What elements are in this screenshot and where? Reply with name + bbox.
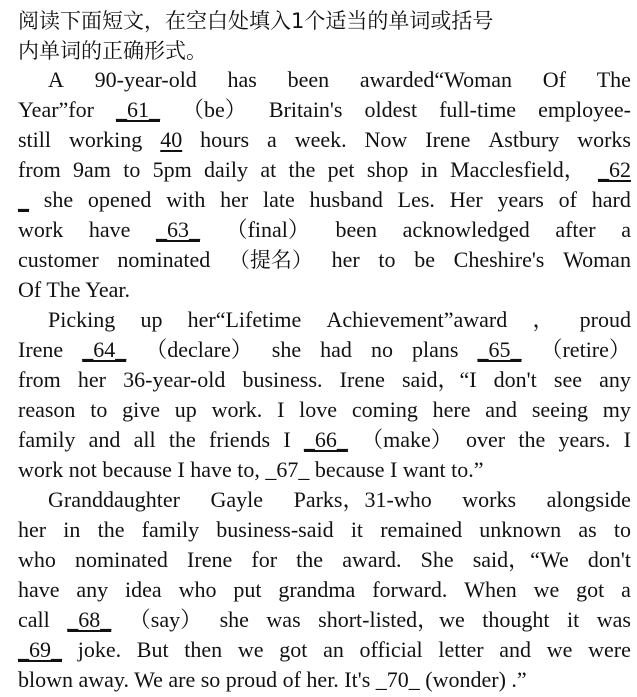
word: forward. [372, 577, 448, 602]
word: over [466, 427, 506, 452]
word: the [97, 517, 125, 542]
word: （提名） [228, 248, 313, 272]
passage-line-19 [18, 605, 631, 635]
word: her [220, 187, 249, 212]
word: coming [351, 397, 418, 422]
word: don't [493, 367, 537, 392]
answer-blank: _68_ [67, 607, 112, 632]
word: employee- [538, 97, 631, 122]
word: her [77, 367, 106, 392]
word: to [90, 397, 108, 422]
passage-line-15 [18, 485, 631, 515]
word: late [262, 187, 295, 212]
word: works [577, 127, 631, 152]
passage-line-14: work not because I have to, _67_ because I want to.” [18, 457, 484, 482]
passage-line-10 [18, 335, 631, 365]
word: years. [558, 427, 611, 452]
answer-blank: _ [18, 187, 29, 212]
word: family [18, 427, 76, 452]
word: Gayle [210, 487, 264, 512]
word: were [588, 637, 631, 662]
word: my [602, 397, 631, 422]
word: a [266, 127, 277, 152]
passage-line-12 [18, 395, 631, 425]
word: Cheshire's [453, 247, 545, 272]
answer-blank: _62 [597, 157, 631, 182]
word: nominated [117, 247, 211, 272]
word: friends [209, 427, 271, 452]
word: （be） [182, 97, 247, 122]
word: said，“I [402, 367, 477, 392]
passage-line-13 [18, 425, 631, 455]
word: award. [342, 547, 402, 572]
word: Year”for [18, 97, 94, 122]
word: （make） [361, 427, 453, 452]
word: full-time [439, 97, 517, 122]
word: （say） [128, 607, 203, 632]
passage-line-3 [18, 125, 631, 155]
word: a [621, 577, 631, 602]
word: short-listed，we [318, 607, 465, 632]
instruction-line-2: 内单词的正确形式。 [18, 39, 207, 63]
word: and [88, 427, 121, 452]
word: was [266, 607, 301, 632]
word: alongside [546, 487, 631, 512]
word: the [168, 427, 196, 452]
word: pet [327, 157, 355, 182]
word: we [237, 637, 264, 662]
word: who [18, 547, 56, 572]
word: no [370, 337, 393, 362]
word: husband [309, 187, 383, 212]
answer-blank: _65_ [477, 337, 522, 362]
word: Macclesfield， [450, 157, 586, 182]
word: have [18, 577, 60, 602]
word: has [227, 67, 257, 92]
word: got [279, 637, 308, 662]
passage-line-8: Of The Year. [18, 277, 131, 302]
word: oldest [364, 97, 418, 122]
passage-line-9 [18, 305, 631, 335]
word: proud [579, 307, 631, 332]
passage-line-18 [18, 575, 631, 605]
word: she [271, 337, 302, 362]
passage-line-21: blown away. We are so proud of her. It's _70_ (wonder) .” [18, 667, 527, 692]
word: awarded“Woman [359, 67, 513, 92]
word: from [18, 157, 61, 182]
answer-blank: _64_ [82, 337, 127, 362]
word: hours [200, 127, 250, 152]
instruction-line-1: 阅读下面短文，在空白处填入1个适当的单词或括号 [18, 9, 494, 33]
word: it [350, 517, 364, 542]
word: after [555, 217, 596, 242]
word: call [18, 607, 50, 632]
answer-blank: _61_ [116, 97, 160, 122]
word: to [123, 157, 141, 182]
word: Of [542, 67, 566, 92]
word: all [133, 427, 156, 452]
word: seeing [531, 397, 589, 422]
word: Les. [397, 187, 435, 212]
word: ， [532, 307, 555, 332]
word: Irene [339, 367, 385, 392]
word: the [288, 157, 316, 182]
word: her“Lifetime [187, 307, 302, 332]
word: The [596, 67, 631, 92]
word: thought [482, 607, 550, 632]
word: the [518, 427, 546, 452]
word: （final） [225, 217, 310, 242]
word: Britain's [268, 97, 343, 122]
word: hard [591, 187, 631, 212]
answer-blank: _69_ [18, 637, 62, 662]
word: we [533, 577, 560, 602]
word: Granddaughter [48, 487, 180, 512]
word: see [553, 367, 582, 392]
word: Irene [18, 337, 64, 362]
word: for [251, 547, 278, 572]
word: business-said [216, 517, 334, 542]
word: give [122, 397, 160, 422]
word: years [497, 187, 544, 212]
word: Irene [425, 127, 471, 152]
word: works [462, 487, 517, 512]
word: in [420, 157, 438, 182]
word: of [558, 187, 577, 212]
word: was [596, 607, 631, 632]
word: still [18, 127, 52, 152]
word: up [140, 307, 163, 332]
word: who [178, 577, 217, 602]
word: any [599, 367, 631, 392]
word: letter [438, 637, 484, 662]
passage-line-17 [18, 545, 631, 575]
passage-line-16 [18, 515, 631, 545]
word: she [43, 187, 74, 212]
word: then [184, 637, 223, 662]
passage-line-2 [18, 95, 631, 125]
word: Her [449, 187, 483, 212]
word: be [414, 247, 435, 272]
word: from [18, 367, 61, 392]
word: 36-year-old [123, 367, 226, 392]
word: work. [211, 397, 263, 422]
word: official [359, 637, 423, 662]
word: as [578, 517, 597, 542]
passage-line-20 [18, 635, 631, 665]
word: opened [87, 187, 152, 212]
word: with [166, 187, 206, 212]
word: the [296, 547, 324, 572]
word: When [464, 577, 517, 602]
word: any [76, 577, 109, 602]
word: nominated [75, 547, 168, 572]
word: 90-year-old [94, 67, 197, 92]
word: Woman [563, 247, 631, 272]
passage-line-6 [18, 215, 631, 245]
word: at [260, 157, 277, 182]
word: customer [18, 247, 99, 272]
word: 9am [73, 157, 111, 182]
word: 5pm [152, 157, 192, 182]
word: had [320, 337, 352, 362]
word: （retire） [540, 337, 631, 362]
word: put [233, 577, 262, 602]
word: work [18, 217, 64, 242]
word: to [378, 247, 396, 272]
word: it [567, 607, 580, 632]
word: unknown [479, 517, 562, 542]
word: her [18, 517, 47, 542]
word: remained [380, 517, 463, 542]
word: Irene [187, 547, 233, 572]
word: week. [294, 127, 347, 152]
word: Picking [48, 307, 116, 332]
word: a [621, 217, 631, 242]
answer-blank: _66_ [303, 427, 348, 452]
word: her [331, 247, 360, 272]
word: and [499, 637, 532, 662]
word: here [432, 397, 471, 422]
word: I [283, 427, 291, 452]
passage-line-4 [18, 155, 631, 185]
word: an [323, 637, 344, 662]
word: I [277, 397, 285, 422]
word: acknowledged [402, 217, 530, 242]
word: have [88, 217, 131, 242]
word: said，“We [472, 547, 569, 572]
word: joke. [77, 637, 122, 662]
word: family [141, 517, 200, 542]
passage-line-7 [18, 245, 631, 275]
word: grandma [278, 577, 356, 602]
word: She [420, 547, 454, 572]
word: been [335, 217, 378, 242]
passage-line-5 [18, 185, 631, 215]
word: been [287, 67, 330, 92]
passage-line-1 [18, 65, 631, 95]
passage-line-11 [18, 365, 631, 395]
word: business. [242, 367, 323, 392]
word: Parks，31-who [293, 487, 432, 512]
word: working [68, 127, 143, 152]
word: I [623, 427, 631, 452]
answer-blank: _63_ [155, 217, 200, 242]
word: and [485, 397, 518, 422]
word: love [299, 397, 338, 422]
word: in [63, 517, 81, 542]
word: Achievement”award [326, 307, 508, 332]
answer-blank: 40 [160, 127, 183, 152]
word: we [546, 637, 573, 662]
word: （declare） [145, 337, 253, 362]
word: don't [587, 547, 631, 572]
word: plans [411, 337, 459, 362]
word: idea [125, 577, 162, 602]
word: But [136, 637, 169, 662]
word: she [219, 607, 249, 632]
word: shop [366, 157, 409, 182]
word: reason [18, 397, 76, 422]
word: to [613, 517, 631, 542]
word: daily [204, 157, 249, 182]
word: up [174, 397, 197, 422]
word: got [576, 577, 605, 602]
word: Astbury [488, 127, 560, 152]
word: Now [364, 127, 408, 152]
word: A [48, 67, 64, 92]
